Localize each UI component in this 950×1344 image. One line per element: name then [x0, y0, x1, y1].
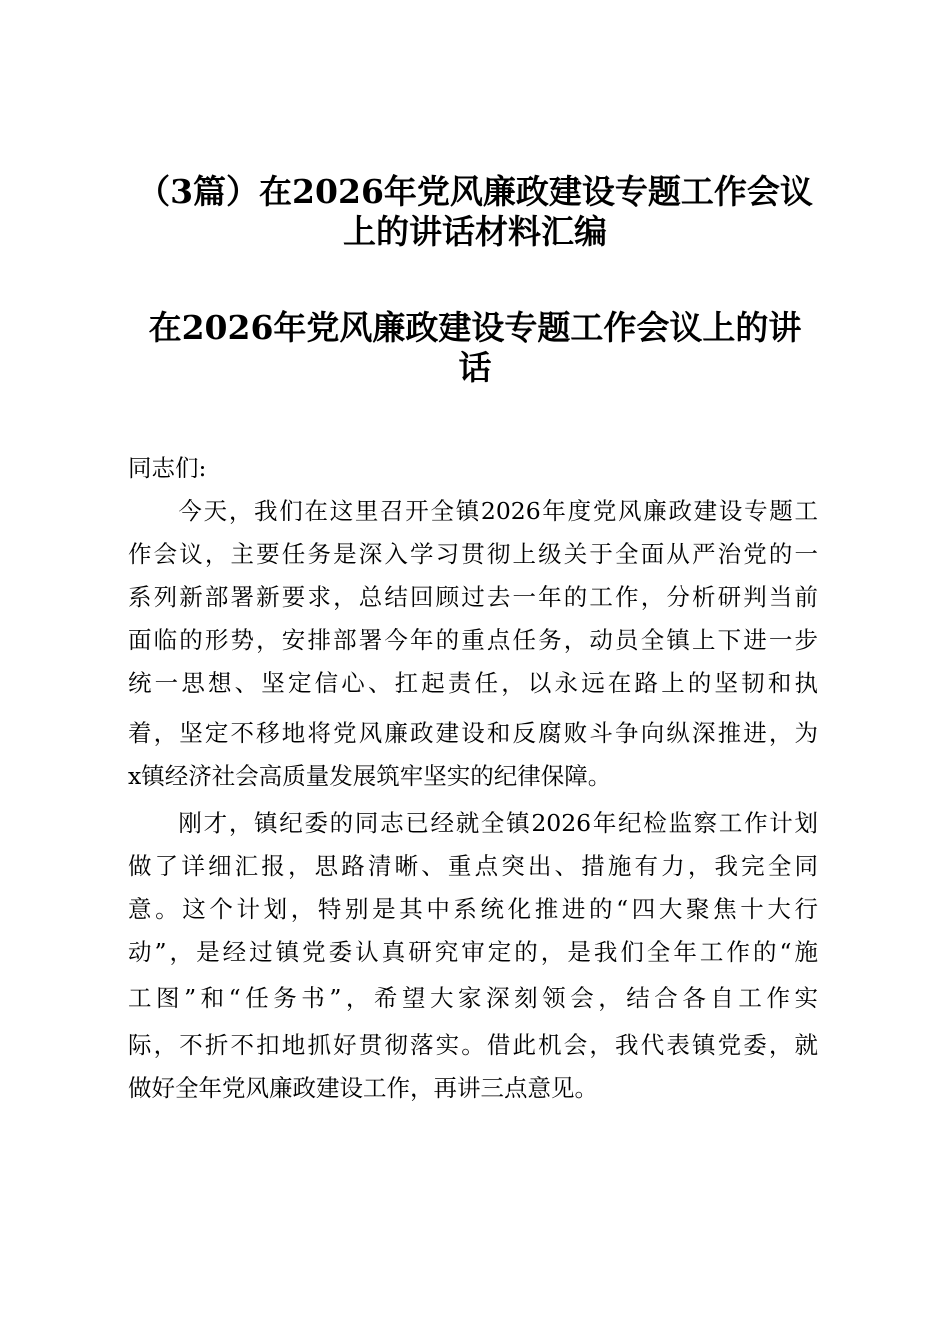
- speech-title-line: 话: [458, 348, 492, 387]
- main-title-line: （3篇）在2026年党风廉政建设专题工作会议: [137, 172, 813, 211]
- paragraph-line: 面临的形势，安排部署今年的重点任务，动员全镇上下进一步: [128, 626, 818, 654]
- paragraph-line: 刚才，镇纪委的同志已经就全镇2026年纪检监察工作计划: [128, 809, 818, 837]
- paragraph-line: 工图”和“任务书”，希望大家深刻领会，结合各自工作实: [128, 984, 818, 1012]
- main-title-line: 上的讲话材料汇编: [343, 212, 607, 251]
- paragraph-line: 动”，是经过镇党委认真研究审定的，是我们全年工作的“施: [128, 938, 818, 966]
- paragraph-line: 做好全年党风廉政建设工作，再讲三点意见。: [128, 1074, 598, 1102]
- paragraph-line: 意。这个计划，特别是其中系统化推进的“四大聚焦十大行: [128, 895, 818, 923]
- speech-title: [110, 308, 840, 388]
- paragraph-line: 作会议，主要任务是深入学习贯彻上级关于全面从严治党的一: [128, 540, 818, 568]
- paragraph-line: 系列新部署新要求，总结回顾过去一年的工作，分析研判当前: [128, 583, 818, 611]
- main-title: [110, 172, 840, 252]
- paragraph-line: x镇经济社会高质量发展筑牢坚实的纪律保障。: [128, 762, 612, 790]
- speech-title-line: 在2026年党风廉政建设专题工作会议上的讲: [148, 308, 802, 347]
- paragraph-line: 着，坚定不移地将党风廉政建设和反腐败斗争向纵深推进，为: [128, 719, 818, 747]
- paragraph-line: 际，不折不扣地抓好贯彻落实。借此机会，我代表镇党委，就: [128, 1031, 818, 1059]
- salutation: 同志们:: [128, 454, 207, 482]
- paragraph-line: 统一思想、坚定信心、扛起责任，以永远在路上的坚韧和执: [128, 669, 818, 697]
- paragraph-line: 今天，我们在这里召开全镇2026年度党风廉政建设专题工: [128, 497, 818, 525]
- paragraph-line: 做了详细汇报，思路清晰、重点突出、措施有力，我完全同: [128, 852, 818, 880]
